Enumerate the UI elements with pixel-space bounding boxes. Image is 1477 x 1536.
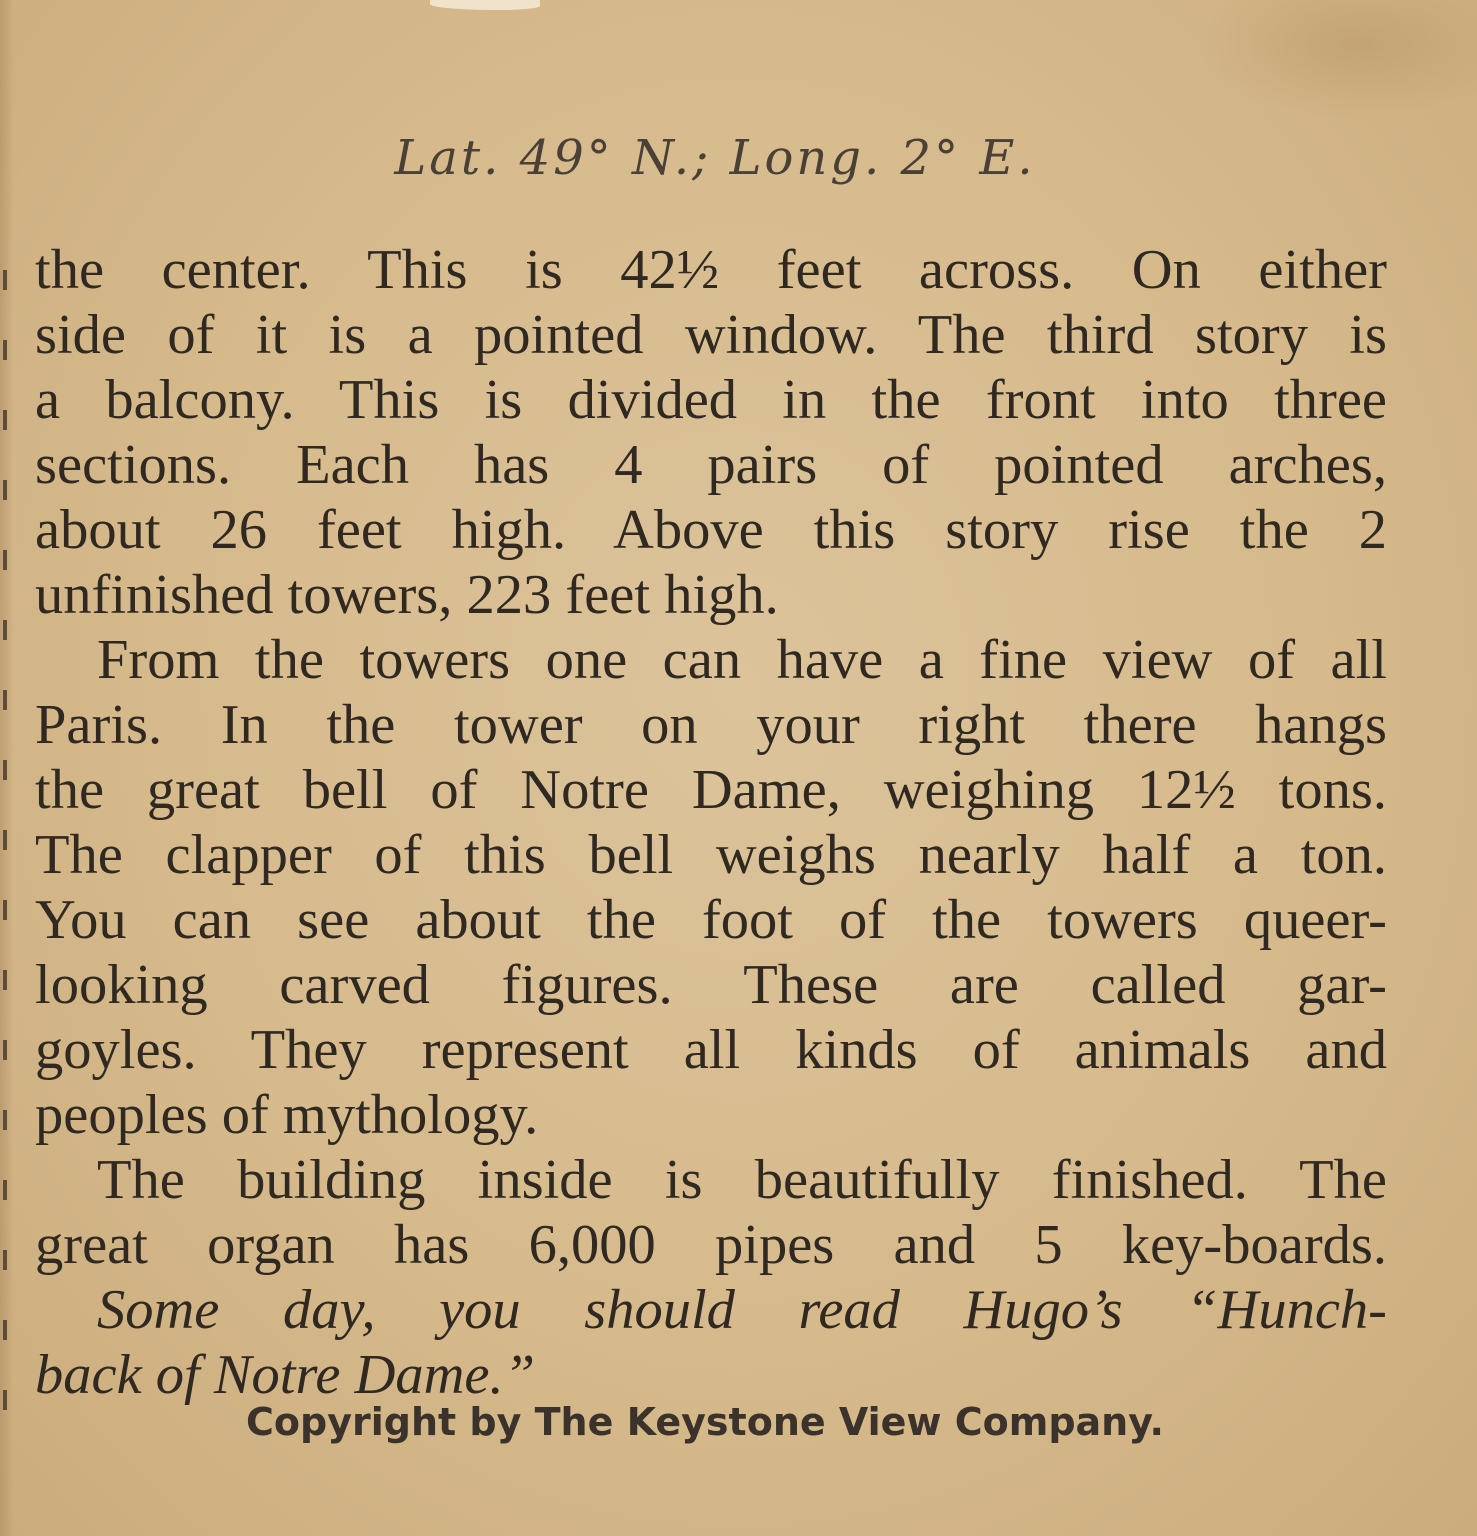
text-line: unfinished towers, 223 feet high. — [35, 564, 779, 626]
coordinates-heading: Lat. 49° N.; Long. 2° E. — [394, 130, 1036, 186]
text-line: a balcony. This is divided in the front into three — [35, 369, 1387, 431]
text-line: side of it is a pointed window. The third story is — [35, 304, 1387, 366]
text-line: about 26 feet high. Above this story rise the 2 — [35, 499, 1387, 561]
text-line: goyles. They represent all kinds of animals and — [35, 1019, 1387, 1081]
text-line: The clapper of this bell weighs nearly half a ton. — [35, 824, 1387, 886]
copyright-notice: Copyright by The Keystone View Company. — [246, 1400, 1164, 1444]
card-edge-marks — [3, 270, 7, 1450]
text-line: The building inside is beautifully finished. The — [97, 1149, 1387, 1211]
text-line: You can see about the foot of the towers queer- — [35, 889, 1387, 951]
description-text — [35, 238, 1387, 1408]
text-line: sections. Each has 4 pairs of pointed arches, — [35, 434, 1387, 496]
text-line: looking carved figures. These are called gar- — [35, 954, 1387, 1016]
text-line: Paris. In the tower on your right there hangs — [35, 694, 1387, 756]
torn-edge — [430, 0, 540, 10]
text-line-italic: back of Notre Dame.” — [35, 1344, 536, 1406]
text-line-italic: Some day, you should read Hugo’s “Hunch- — [97, 1279, 1387, 1341]
text-line: the great bell of Notre Dame, weighing 12½ tons. — [35, 759, 1387, 821]
text-line: peoples of mythology. — [35, 1084, 539, 1146]
text-line: From the towers one can have a fine view of all — [97, 629, 1387, 691]
text-line: the center. This is 42½ feet across. On either — [35, 239, 1387, 301]
text-line: great organ has 6,000 pipes and 5 key-boards. — [35, 1214, 1387, 1276]
age-stain — [1197, 0, 1477, 120]
